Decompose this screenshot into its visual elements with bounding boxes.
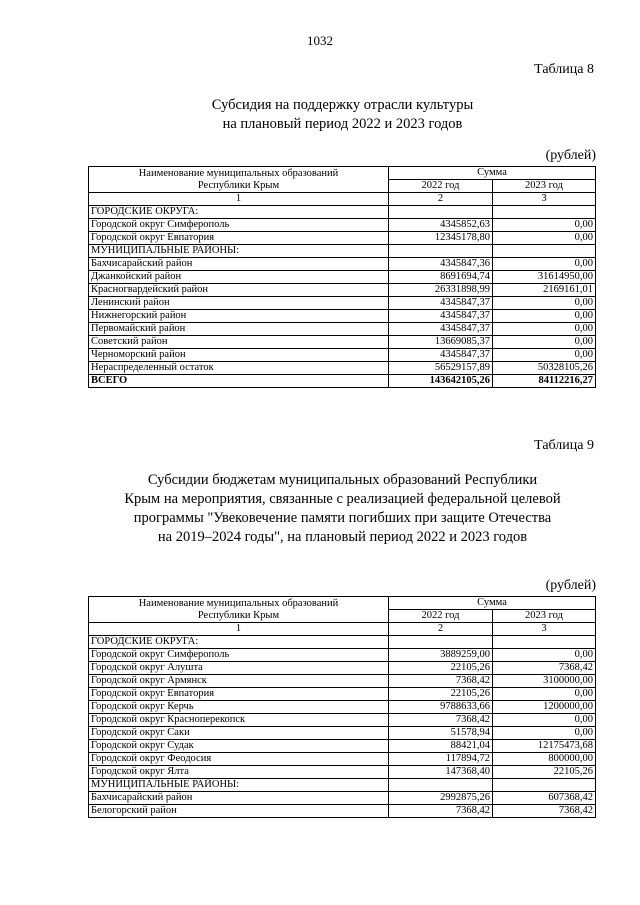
index-cell: 2 [389, 193, 493, 206]
table-8-title-line: Субсидия на поддержку отрасли культуры [211, 97, 474, 113]
row-name-cell: Городской округ Судак [89, 740, 389, 753]
value-2022-cell: 7368,42 [389, 675, 493, 688]
row-name-cell: Бахчисарайский район [89, 792, 389, 805]
value-2023-cell: 0,00 [493, 714, 596, 727]
value-2022-cell [389, 245, 493, 258]
value-2022-cell: 9788633,66 [389, 701, 493, 714]
table-9 [88, 596, 596, 818]
table-8-label: Таблица 8 [534, 62, 594, 77]
table-9-title-line: Крым на мероприятия, связанные с реализацией федеральной целевой [124, 491, 561, 507]
value-2023-cell: 0,00 [493, 232, 596, 245]
row-name-cell: Городской округ Керчь [89, 701, 389, 714]
value-2022-cell [389, 206, 493, 219]
row-name-cell: Нераспределенный остаток [89, 362, 389, 375]
value-2023-cell: 0,00 [493, 219, 596, 232]
row-name-cell: Городской округ Евпатория [89, 688, 389, 701]
row-name-cell: Городской округ Симферополь [89, 649, 389, 662]
table-row [89, 310, 596, 323]
value-2022-cell: 12345178,80 [389, 232, 493, 245]
total-value-2023: 84112216,27 [493, 375, 596, 388]
row-name-cell: Городской округ Красноперекопск [89, 714, 389, 727]
header-name-line: Республики Крым [197, 179, 280, 191]
row-name-cell: Джанкойский район [89, 271, 389, 284]
value-2022-cell: 2992875,26 [389, 792, 493, 805]
table-row [89, 805, 596, 818]
row-name-cell: Городской округ Феодосия [89, 753, 389, 766]
table-row [89, 245, 596, 258]
value-2022-cell: 13669085,37 [389, 336, 493, 349]
table-row [89, 740, 596, 753]
table-row [89, 349, 596, 362]
value-2022-cell: 26331898,99 [389, 284, 493, 297]
row-name-cell: Красногвардейский район [89, 284, 389, 297]
value-2023-cell: 0,00 [493, 310, 596, 323]
table-8-title [90, 96, 595, 134]
table-row [89, 779, 596, 792]
table-row [89, 792, 596, 805]
value-2022-cell [389, 636, 493, 649]
column-header-name [89, 167, 389, 193]
value-2022-cell: 8691694,74 [389, 271, 493, 284]
value-2022-cell: 4345852,63 [389, 219, 493, 232]
table-8-title-line: на плановый период 2022 и 2023 годов [222, 116, 463, 132]
value-2022-cell: 7368,42 [389, 805, 493, 818]
value-2023-cell: 3100000,00 [493, 675, 596, 688]
column-header-year-2023: 2023 год [493, 610, 596, 623]
table-row [89, 362, 596, 375]
value-2023-cell: 50328105,26 [493, 362, 596, 375]
value-2022-cell: 117894,72 [389, 753, 493, 766]
column-header-sum: Сумма [389, 597, 596, 610]
table-row [89, 206, 596, 219]
row-name-cell: Ленинский район [89, 297, 389, 310]
row-name-cell: МУНИЦИПАЛЬНЫЕ РАЙОНЫ: [89, 245, 389, 258]
table-row [89, 323, 596, 336]
row-name-cell: Нижнегорский район [89, 310, 389, 323]
value-2022-cell: 4345847,37 [389, 349, 493, 362]
value-2022-cell: 51578,94 [389, 727, 493, 740]
value-2023-cell: 0,00 [493, 258, 596, 271]
row-name-cell: Городской округ Евпатория [89, 232, 389, 245]
value-2022-cell: 22105,26 [389, 662, 493, 675]
value-2022-cell: 4345847,37 [389, 310, 493, 323]
value-2023-cell [493, 245, 596, 258]
row-name-cell: Белогорский район [89, 805, 389, 818]
row-name-cell: Городской округ Армянск [89, 675, 389, 688]
value-2023-cell: 607368,42 [493, 792, 596, 805]
row-name-cell: Бахчисарайский район [89, 258, 389, 271]
value-2023-cell: 22105,26 [493, 766, 596, 779]
table-row [89, 766, 596, 779]
table-9-title [90, 471, 595, 547]
page-number: 1032 [307, 33, 333, 48]
column-header-year-2022: 2022 год [389, 610, 493, 623]
header-name-line: Наименование муниципальных образований [138, 597, 339, 609]
total-value-2022: 143642105,26 [389, 375, 493, 388]
table-9-title-line: Субсидии бюджетам муниципальных образований Республики [147, 472, 538, 488]
row-name-cell: Черноморский район [89, 349, 389, 362]
table-row [89, 662, 596, 675]
value-2023-cell [493, 779, 596, 792]
table-row [89, 219, 596, 232]
total-label: ВСЕГО [89, 375, 389, 388]
table-9-title-line: программы "Увековечение памяти погибших при защите Отечества [133, 510, 552, 526]
row-name-cell: ГОРОДСКИЕ ОКРУГА: [89, 636, 389, 649]
table-9-label: Таблица 9 [534, 438, 594, 453]
value-2023-cell: 0,00 [493, 649, 596, 662]
table-row [89, 688, 596, 701]
table-row [89, 271, 596, 284]
row-name-cell: Первомайский район [89, 323, 389, 336]
value-2023-cell: 1200000,00 [493, 701, 596, 714]
value-2023-cell: 0,00 [493, 688, 596, 701]
value-2023-cell: 7368,42 [493, 805, 596, 818]
column-header-name [89, 597, 389, 623]
value-2023-cell: 2169161,01 [493, 284, 596, 297]
header-name-line: Республики Крым [197, 609, 280, 621]
table-row [89, 258, 596, 271]
row-name-cell: ГОРОДСКИЕ ОКРУГА: [89, 206, 389, 219]
value-2022-cell [389, 779, 493, 792]
value-2022-cell: 56529157,89 [389, 362, 493, 375]
column-header-sum: Сумма [389, 167, 596, 180]
table-row [89, 284, 596, 297]
value-2023-cell: 0,00 [493, 323, 596, 336]
table-row [89, 714, 596, 727]
row-name-cell: Городской округ Алушта [89, 662, 389, 675]
table-9-units: (рублей) [545, 578, 596, 593]
table-row [89, 675, 596, 688]
value-2022-cell: 4345847,37 [389, 297, 493, 310]
index-cell: 3 [493, 193, 596, 206]
value-2023-cell: 800000,00 [493, 753, 596, 766]
column-header-year-2023: 2023 год [493, 180, 596, 193]
value-2023-cell [493, 206, 596, 219]
table-row [89, 297, 596, 310]
value-2023-cell: 31614950,00 [493, 271, 596, 284]
column-header-year-2022: 2022 год [389, 180, 493, 193]
value-2023-cell: 0,00 [493, 727, 596, 740]
value-2022-cell: 4345847,36 [389, 258, 493, 271]
table-row [89, 336, 596, 349]
index-cell: 3 [493, 623, 596, 636]
value-2023-cell: 7368,42 [493, 662, 596, 675]
value-2023-cell: 0,00 [493, 336, 596, 349]
total-row [89, 375, 596, 388]
value-2023-cell [493, 636, 596, 649]
index-cell: 1 [89, 623, 389, 636]
row-name-cell: МУНИЦИПАЛЬНЫЕ РАЙОНЫ: [89, 779, 389, 792]
table-row [89, 232, 596, 245]
value-2022-cell: 22105,26 [389, 688, 493, 701]
value-2022-cell: 88421,04 [389, 740, 493, 753]
table-9-title-line: на 2019–2024 годы", на плановый период 2022 и 2023 годов [157, 529, 528, 545]
table-8 [88, 166, 596, 388]
row-name-cell: Городской округ Симферополь [89, 219, 389, 232]
value-2022-cell: 3889259,00 [389, 649, 493, 662]
value-2022-cell: 4345847,37 [389, 323, 493, 336]
value-2023-cell: 0,00 [493, 349, 596, 362]
table-row [89, 649, 596, 662]
table-row [89, 727, 596, 740]
value-2023-cell: 0,00 [493, 297, 596, 310]
row-name-cell: Городской округ Саки [89, 727, 389, 740]
table-row [89, 701, 596, 714]
value-2023-cell: 12175473,68 [493, 740, 596, 753]
table-row [89, 753, 596, 766]
table-8-units: (рублей) [545, 148, 596, 163]
table-row [89, 636, 596, 649]
row-name-cell: Советский район [89, 336, 389, 349]
index-cell: 1 [89, 193, 389, 206]
value-2022-cell: 7368,42 [389, 714, 493, 727]
header-name-line: Наименование муниципальных образований [138, 167, 339, 179]
row-name-cell: Городской округ Ялта [89, 766, 389, 779]
index-cell: 2 [389, 623, 493, 636]
value-2022-cell: 147368,40 [389, 766, 493, 779]
